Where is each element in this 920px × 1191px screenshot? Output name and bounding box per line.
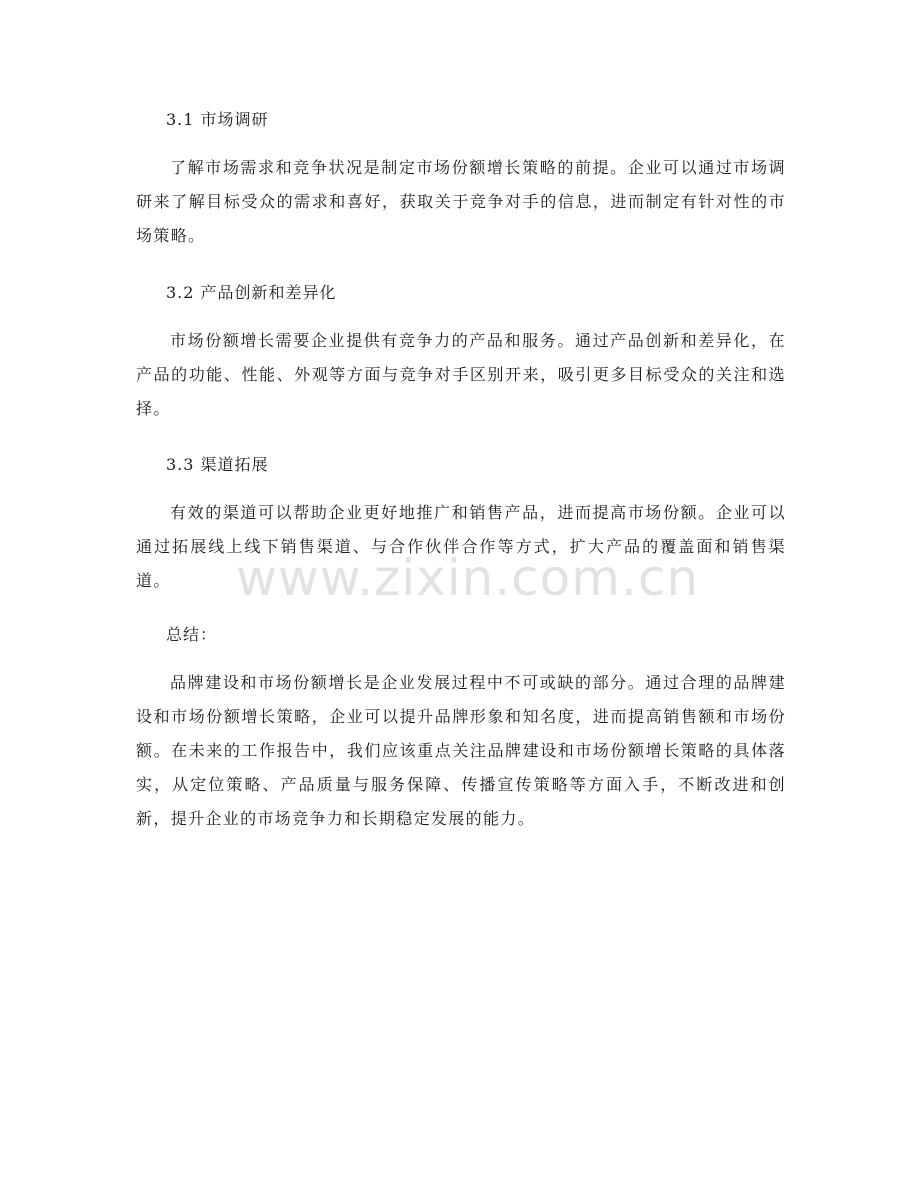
summary-heading: 总结： [166, 625, 218, 644]
watermark: www.zixin.com.cn [236, 549, 700, 607]
section-paragraph-market-research: 了解市场需求和竞争状况是制定市场份额增长策略的前提。企业可以通过市场调研来了解目标受众的需求和喜好，获取关于竞争对手的信息，进而制定有针对性的市场策略。 [136, 158, 786, 245]
section-heading-product-innovation: 3.2 产品创新和差异化 [166, 283, 337, 302]
section-heading-channel-expansion: 3.3 渠道拓展 [166, 455, 269, 474]
section-heading-market-research: 3.1 市场调研 [166, 110, 269, 129]
section-paragraph-channel-expansion: 有效的渠道可以帮助企业更好地推广和销售产品，进而提高市场份额。企业可以通过拓展线上线下销售渠道、与合作伙伴合作等方式，扩大产品的覆盖面和销售渠道。 [136, 503, 786, 590]
summary-paragraph: 品牌建设和市场份额增长是企业发展过程中不可或缺的部分。通过合理的品牌建设和市场份额增长策略，企业可以提升品牌形象和知名度，进而提高销售额和市场份额。在未来的工作报告中，我们应该重点关注品牌建设和市场份额增长策略的具体落实，从定位策略、产品质量与服务保障、传播宣传策略等方面入手，不断改进和创新，提升企业的市场竞争力和长期稳定发展的能力。 [136, 673, 786, 828]
section-paragraph-product-innovation: 市场份额增长需要企业提供有竞争力的产品和服务。通过产品创新和差异化，在产品的功能、性能、外观等方面与竞争对手区别开来，吸引更多目标受众的关注和选择。 [136, 331, 786, 418]
